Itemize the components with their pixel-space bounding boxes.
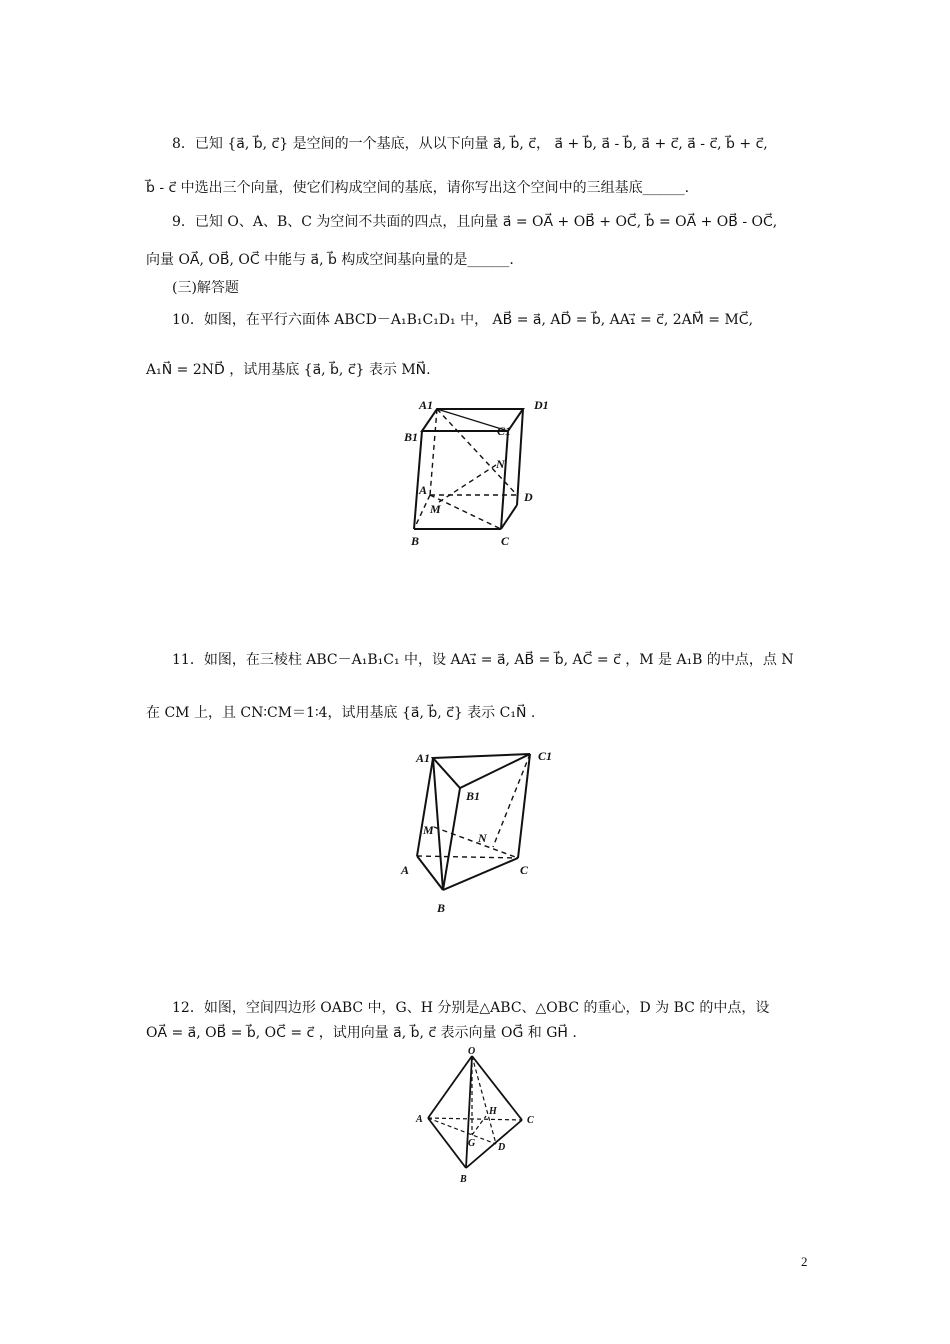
q11-line2: 在 CM 上，且 CN∶CM＝1∶4，试用基底 {a⃗, b⃗, c⃗} 表示 C₁N⃗ . [146, 705, 536, 721]
q8-line1: 8．已知 {a⃗, b⃗, c⃗} 是空间的一个基底，从以下向量 a⃗, b⃗, c⃗， a⃗ + b⃗, a⃗ - b⃗, a⃗ + c⃗, a⃗ - c⃗, b⃗ + c⃗, [172, 136, 768, 152]
fig1-label-N: N [496, 457, 505, 471]
fig1-label-C: C [501, 534, 510, 548]
q12-line2: OA⃗ = a⃗, OB⃗ = b⃗, OC⃗ = c⃗ ，试用向量 a⃗, b⃗, c⃗ 表示向量 OG⃗ 和 GH⃗ . [146, 1025, 577, 1041]
figure-triangular-prism [390, 740, 560, 920]
fig1-label-B: B [411, 534, 420, 548]
fig1-label-D1: D1 [534, 398, 549, 412]
page-number: 2 [801, 1254, 808, 1269]
fig2-label-C1: C1 [538, 749, 553, 763]
q9-line1: 9．已知 O、A、B、C 为空间不共面的四点，且向量 a⃗ = OA⃗ + OB⃗ + OC⃗, b⃗ = OA⃗ + OB⃗ - OC⃗, [172, 214, 778, 230]
fig2-label-B: B [437, 901, 446, 915]
figure-tetrahedron [410, 1042, 550, 1192]
fig3-label-G: G [468, 1138, 476, 1149]
fig2-label-A1: A1 [416, 751, 431, 765]
fig3-label-B: B [460, 1174, 467, 1185]
fig3-label-A: A [416, 1114, 423, 1125]
fig1-label-A: A [419, 483, 428, 497]
fig1-label-C1: C1 [497, 424, 512, 438]
fig3-label-O: O [468, 1046, 476, 1057]
q11-line1: 11．如图，在三棱柱 ABC－A₁B₁C₁ 中，设 AA₁⃗ = a⃗, AB⃗ = b⃗, AC⃗ = c⃗ ，M 是 A₁B 的中点，点 N [172, 652, 794, 668]
q10-line1: 10．如图，在平行六面体 ABCD－A₁B₁C₁D₁ 中， AB⃗ = a⃗, AD⃗ = b⃗, AA₁⃗ = c⃗, 2AM⃗ = MC⃗, [172, 312, 754, 328]
fig2-label-M: M [423, 823, 434, 837]
fig1-label-A1: A1 [419, 398, 434, 412]
figure-parallelepiped [395, 395, 565, 555]
fig3-label-H: H [489, 1106, 497, 1117]
fig1-label-B1: B1 [404, 430, 419, 444]
q12-line1: 12．如图，空间四边形 OABC 中，G、H 分别是△ABC、△OBC 的重心，D 为 BC 的中点，设 [172, 1000, 770, 1016]
fig3-label-D: D [498, 1142, 506, 1153]
fig2-label-N: N [478, 831, 487, 845]
q8-line2: b⃗ - c⃗ 中选出三个向量，使它们构成空间的基底，请你写出这个空间中的三组基底______. [146, 180, 690, 196]
fig3-label-C: C [527, 1115, 534, 1126]
section-heading: (三)解答题 [172, 280, 239, 296]
fig2-label-C: C [520, 863, 529, 877]
q10-line2: A₁N⃗ = 2ND⃗ ，试用基底 {a⃗, b⃗, c⃗} 表示 MN⃗. [146, 362, 431, 378]
fig1-label-D: D [524, 490, 533, 504]
fig2-label-B1: B1 [466, 789, 481, 803]
fig1-label-M: M [430, 502, 441, 516]
q9-line2: 向量 OA⃗, OB⃗, OC⃗ 中能与 a⃗, b⃗ 构成空间基向量的是______. [146, 252, 514, 268]
fig2-label-A: A [401, 863, 410, 877]
